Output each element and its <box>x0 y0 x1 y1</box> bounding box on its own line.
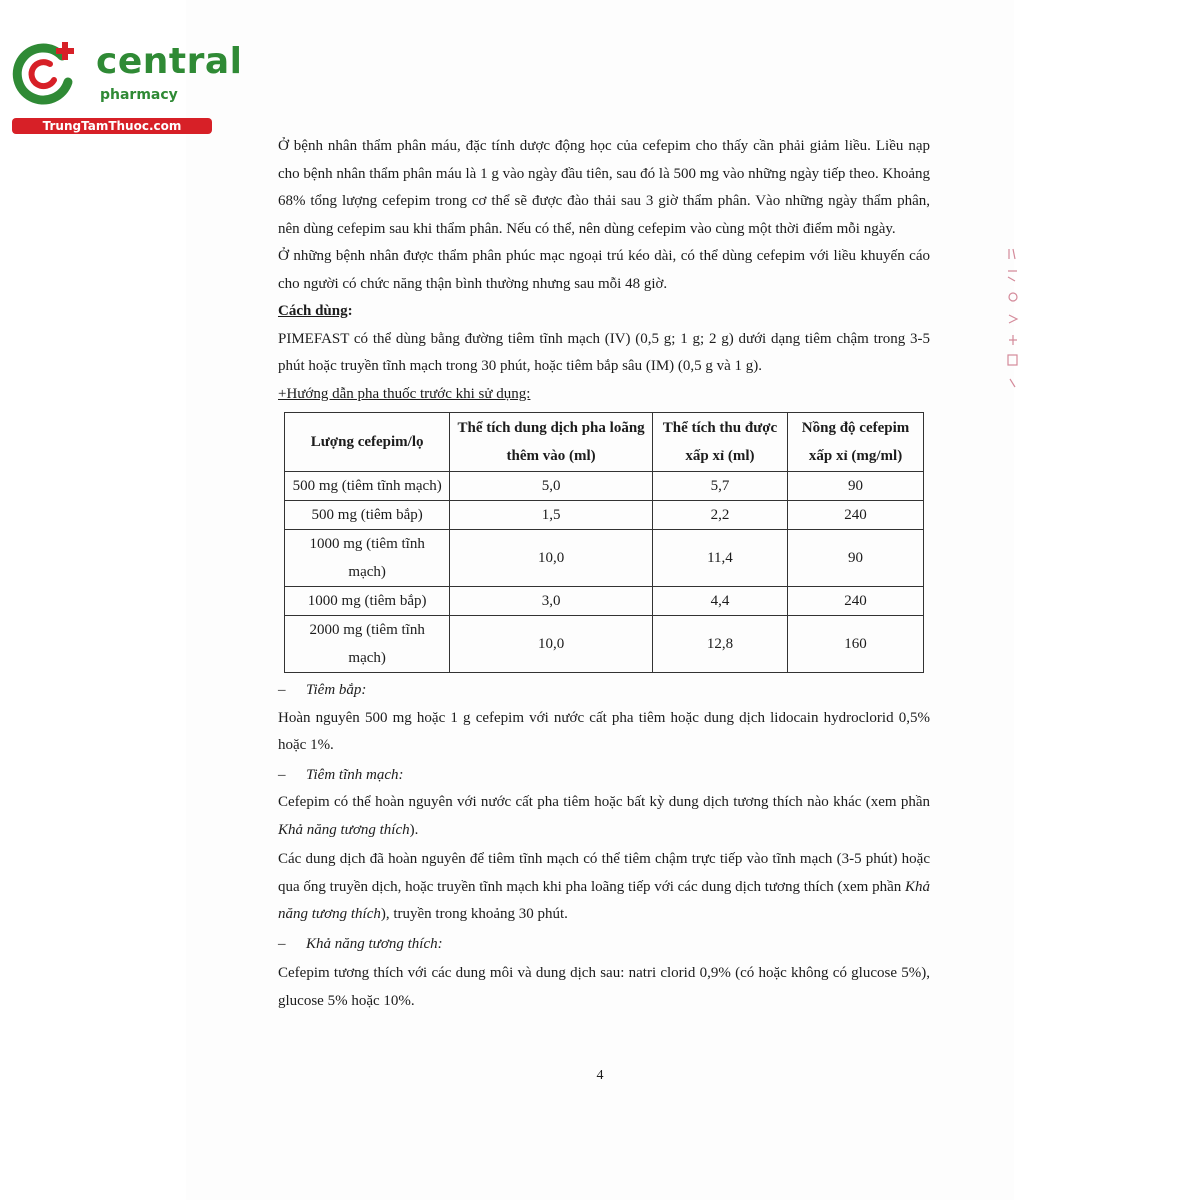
table-row <box>285 501 924 530</box>
table-cell: 10,0 <box>450 616 653 673</box>
table-cell: 1000 mg (tiêm tĩnh mạch) <box>285 530 450 587</box>
table-cell: 11,4 <box>652 530 787 587</box>
section-im-text: Hoàn nguyên 500 mg hoặc 1 g cefepim với nước cất pha tiêm hoặc dung dịch lidocain hydroclorid 0,5% hoặc 1%. <box>278 709 930 753</box>
table-row <box>285 472 924 501</box>
iv-text-1-a: Cefepim có thể hoàn nguyên với nước cất pha tiêm hoặc bất kỳ dung dịch tương thích nào khác (xem phần <box>278 794 930 810</box>
heading-usage-text: Cách dùng <box>278 303 348 319</box>
dash-bullet: – <box>278 935 286 952</box>
reconstitution-table <box>284 412 924 673</box>
table-cell: 240 <box>788 587 924 616</box>
table-cell: 10,0 <box>450 530 653 587</box>
table-header: Thể tích dung dịch pha loãng thêm vào (ml) <box>450 413 653 472</box>
logo-website: TrungTamThuoc.com <box>12 118 212 134</box>
table-cell: 240 <box>788 501 924 530</box>
table-row <box>285 587 924 616</box>
central-pharmacy-logo-icon <box>10 38 80 108</box>
section-iv-text-1 <box>278 789 930 844</box>
central-pharmacy-logo[interactable] <box>10 38 243 138</box>
iv-text-1-b: ). <box>409 821 419 838</box>
table-cell: 12,8 <box>652 616 787 673</box>
dash-bullet: – <box>278 682 286 698</box>
red-stamp-marks-icon <box>1003 245 1023 395</box>
table-header: Thể tích thu được xấp xỉ (ml) <box>652 413 787 472</box>
paragraph-peritoneal-dialysis: Ở những bệnh nhân được thẩm phân phúc mạc ngoại trú kéo dài, có thể dùng cefepim với liều khuyến cáo cho người có chức năng thận bình thường nhưng sau mỗi 48 giờ. <box>278 248 930 292</box>
iv-text-2-a: Các dung dịch đã hoàn nguyên để tiêm tĩnh mạch có thể tiêm chậm trực tiếp vào tĩnh mạch (3-5 phút) hoặc qua ống truyền dịch, hoặc truyền tĩnh mạch khi pha loãng tiếp với các dung dịch tương thích (xem phần <box>278 851 930 895</box>
section-im-title <box>278 677 930 705</box>
dash-bullet: – <box>278 766 286 783</box>
table-cell: 4,4 <box>652 587 787 616</box>
table-cell: 3,0 <box>450 587 653 616</box>
table-row <box>285 616 924 673</box>
section-iv-title-text: Tiêm tĩnh mạch: <box>306 766 404 783</box>
table-cell: 5,0 <box>450 472 653 501</box>
logo-name: central <box>96 41 243 82</box>
section-im-title-text: Tiêm bắp: <box>306 682 367 698</box>
table-cell: 1000 mg (tiêm bắp) <box>285 587 450 616</box>
table-cell: 2,2 <box>652 501 787 530</box>
section-iv-title <box>278 762 930 790</box>
document-content <box>278 133 930 1015</box>
section-iv-text-2 <box>278 846 930 929</box>
iv-text-1-em: Khả năng tương thích <box>278 821 410 838</box>
logo-subtitle: pharmacy <box>100 87 178 103</box>
table-header: Nồng độ cefepim xấp xỉ (mg/ml) <box>788 413 924 472</box>
table-cell: 90 <box>788 472 924 501</box>
table-cell: 5,7 <box>652 472 787 501</box>
section-compat-text: Cefepim tương thích với các dung môi và dung dịch sau: natri clorid 0,9% (có hoặc không có glucose 5%), glucose 5% hoặc 10%. <box>278 965 930 1009</box>
table-cell: 500 mg (tiêm tĩnh mạch) <box>285 472 450 501</box>
section-compat-title <box>278 931 930 959</box>
table-row <box>285 530 924 587</box>
page-number: 4 <box>596 1068 604 1083</box>
table-cell: 90 <box>788 530 924 587</box>
table-cell: 2000 mg (tiêm tĩnh mạch) <box>285 616 450 673</box>
table-header: Lượng cefepim/lọ <box>285 413 450 472</box>
iv-text-2-em: Khả năng tương thích <box>278 878 930 922</box>
heading-usage <box>278 298 930 326</box>
table-header-row <box>285 413 924 472</box>
paragraph-hemodialysis: Ở bệnh nhân thẩm phân máu, đặc tính dược động học của cefepim cho thấy cần phải giảm liều. Liều nạp cho bệnh nhân thẩm phân máu là 1 g vào ngày đầu tiên, sau đó là 500 mg vào những ngày tiếp theo. Khoảng 68% tổng lượng cefepim trong cơ thể sẽ được đào thải sau 3 giờ thẩm phân. Vào những ngày thẩm phân, nên dùng cefepim sau khi thẩm phân. Nếu có thể, nên dùng cefepim vào cùng một thời điểm mỗi ngày. <box>278 138 930 237</box>
iv-text-2-b: ), truyền trong khoảng 30 phút. <box>380 906 568 922</box>
reconstitution-guide-title: +Hướng dẫn pha thuốc trước khi sử dụng: <box>278 385 531 402</box>
heading-usage-colon: : <box>347 303 353 319</box>
section-compat-title-text: Khả năng tương thích: <box>306 935 443 952</box>
paragraph-administration: PIMEFAST có thể dùng bằng đường tiêm tĩnh mạch (IV) (0,5 g; 1 g; 2 g) dưới dạng tiêm chậm trong 3-5 phút hoặc truyền tĩnh mạch trong 30 phút, hoặc tiêm bắp sâu (IM) (0,5 g và 1 g). <box>278 330 930 374</box>
table-cell: 500 mg (tiêm bắp) <box>285 501 450 530</box>
table-cell: 160 <box>788 616 924 673</box>
table-cell: 1,5 <box>450 501 653 530</box>
